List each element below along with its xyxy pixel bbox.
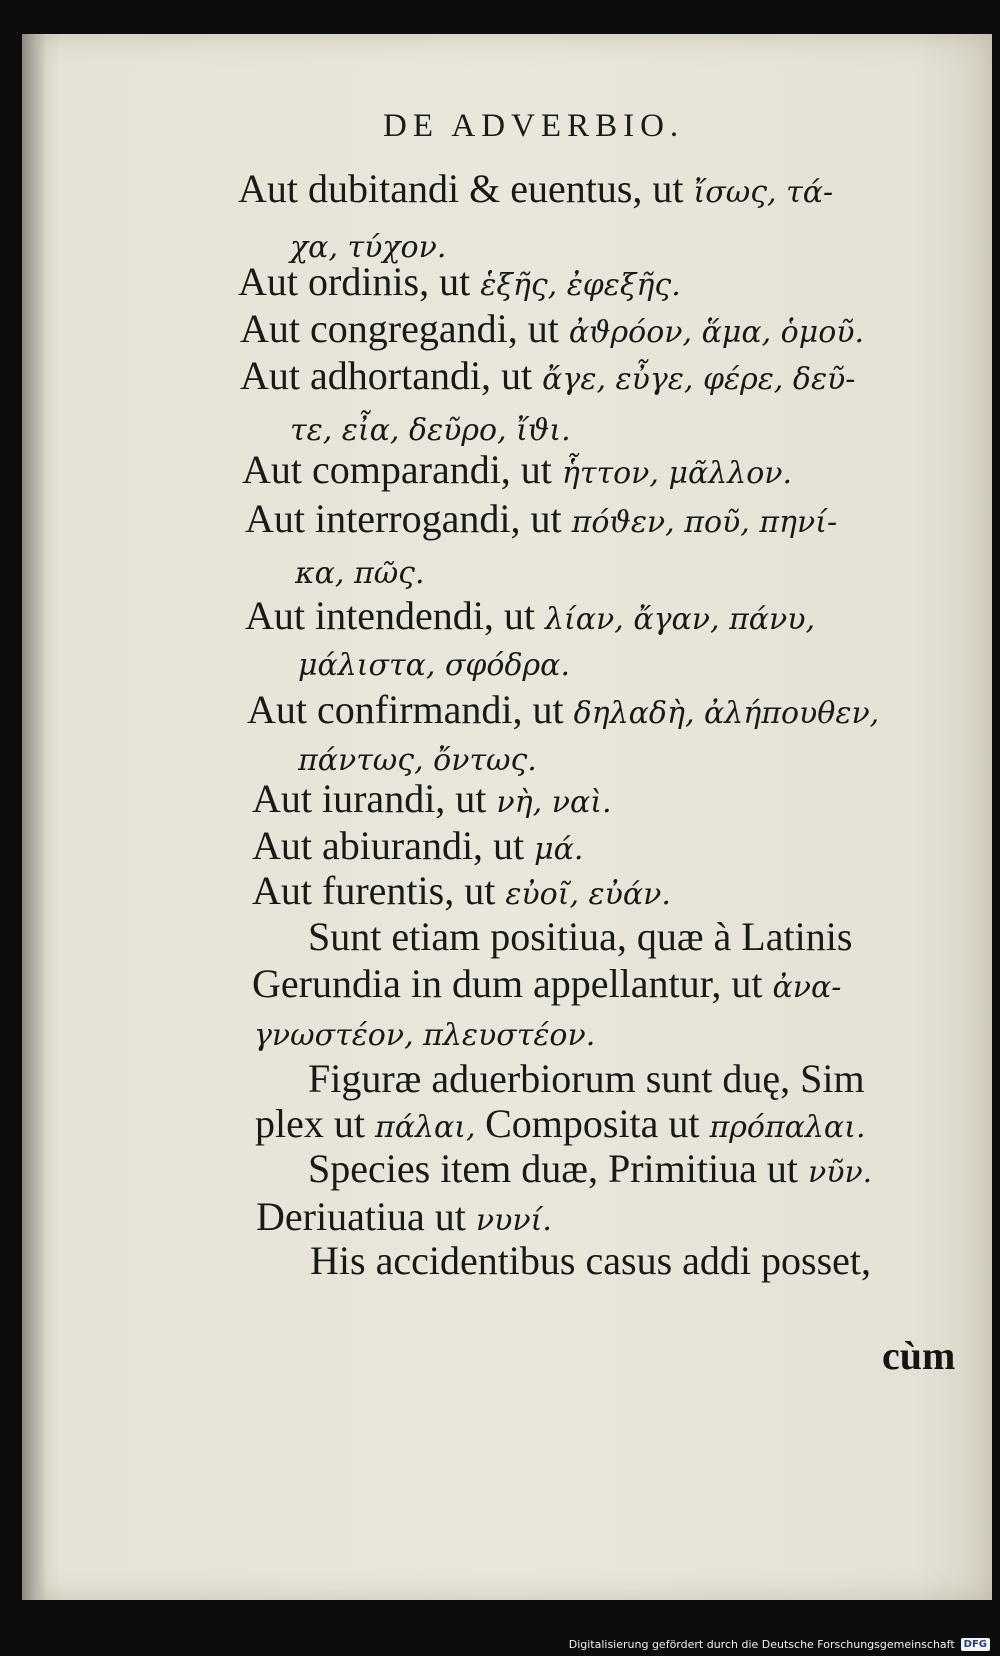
text-line [238,165,833,212]
digitization-footer [569,1634,990,1654]
text-line [245,495,837,542]
text-line [252,775,612,822]
text-line [255,1100,866,1147]
text-line [298,733,537,780]
latin-text: Sunt etiam positiua, quæ à Latinis [308,914,853,959]
greek-text: ἴσως, τά- [693,175,834,210]
text-line [308,1145,872,1192]
text-line [245,592,815,639]
text-line [240,305,864,352]
greek-text: νῦν. [807,1155,873,1190]
greek-text: μάλιστα, σφόδρα. [298,648,570,683]
latin-text: Aut comparandi, ut [242,447,562,492]
latin-text: Aut adhortandi, ut [240,353,543,398]
latin-text: Aut furentis, ut [252,868,506,913]
latin-text: Aut ordinis, ut [238,259,481,304]
text-line [240,352,855,399]
dfg-logo: DFG [961,1638,990,1651]
footer-credit: Digitalisierung gefördert durch die Deutsche Forschungsgemeinschaft [568,1637,955,1651]
text-line [254,1008,595,1055]
text-line [290,403,571,450]
greek-text: πάλαι, [374,1110,486,1145]
latin-text: Species item duæ, Primitiua ut [308,1146,808,1191]
latin-text: Aut congregandi, ut [240,306,569,351]
text-line [308,1055,865,1102]
greek-text: μά. [534,832,584,867]
text-line [295,546,425,593]
greek-text: ἑξῆς, ἐφεξῆς. [480,268,681,303]
latin-text: Gerundia in dum appellantur, ut [252,961,773,1006]
greek-text: ἀνα- [772,970,842,1005]
text-line [308,913,852,960]
greek-text: χα, τύχον. [290,230,447,265]
running-header: DE ADVERBIO. [383,108,685,144]
greek-text: εὐοῖ, εὐάν. [505,877,671,912]
greek-text: κα, πῶς. [295,556,425,591]
latin-text: His accidentibus casus addi posset, [310,1238,871,1283]
latin-text: Aut iurandi, ut [252,776,497,821]
text-line [252,822,583,869]
latin-text: Composita ut [485,1101,710,1146]
latin-text: Deriuatiua ut [256,1194,476,1239]
text-line [310,1237,871,1284]
greek-text: νυνί. [475,1203,552,1238]
latin-text: Figuræ aduerbiorum sunt duę, Sim [308,1056,865,1101]
greek-text: πρόπαλαι. [709,1110,866,1145]
text-line [238,258,681,305]
greek-text: λίαν, ἄγαν, πάνυ, [544,602,816,637]
latin-text: Aut interrogandi, ut [245,496,572,541]
greek-text: πάντως, ὄντως. [298,743,537,778]
greek-text: ἀϑρόον, ἅμα, ὁμοῦ. [568,315,865,350]
greek-text: ἄγε, εὖγε, φέρε, δεῦ- [542,362,856,397]
text-line [256,1193,552,1240]
latin-text: Aut dubitandi & euentus, ut [238,166,694,211]
text-line [247,686,879,733]
text-line [242,446,792,493]
catchword: cùm [882,1333,956,1378]
latin-text: plex ut [255,1101,375,1146]
greek-text: γνωστέον, πλευστέον. [254,1018,596,1053]
page-gutter-shadow [22,34,46,1600]
text-line [252,960,841,1007]
greek-text: δηλαδὴ, ἀλήπουθεν, [573,696,880,731]
latin-text: Aut confirmandi, ut [247,687,574,732]
greek-text: νὴ, ναὶ. [496,785,612,820]
latin-text: Aut abiurandi, ut [252,823,535,868]
latin-text: Aut intendendi, ut [245,593,545,638]
text-line [298,638,570,685]
greek-text: τε, εἶα, δεῦρο, ἴϑι. [290,413,571,448]
text-line [252,867,671,914]
greek-text: ἧττον, μᾶλλον. [561,456,793,491]
greek-text: πόϑεν, ποῦ, πηνί- [571,505,838,540]
